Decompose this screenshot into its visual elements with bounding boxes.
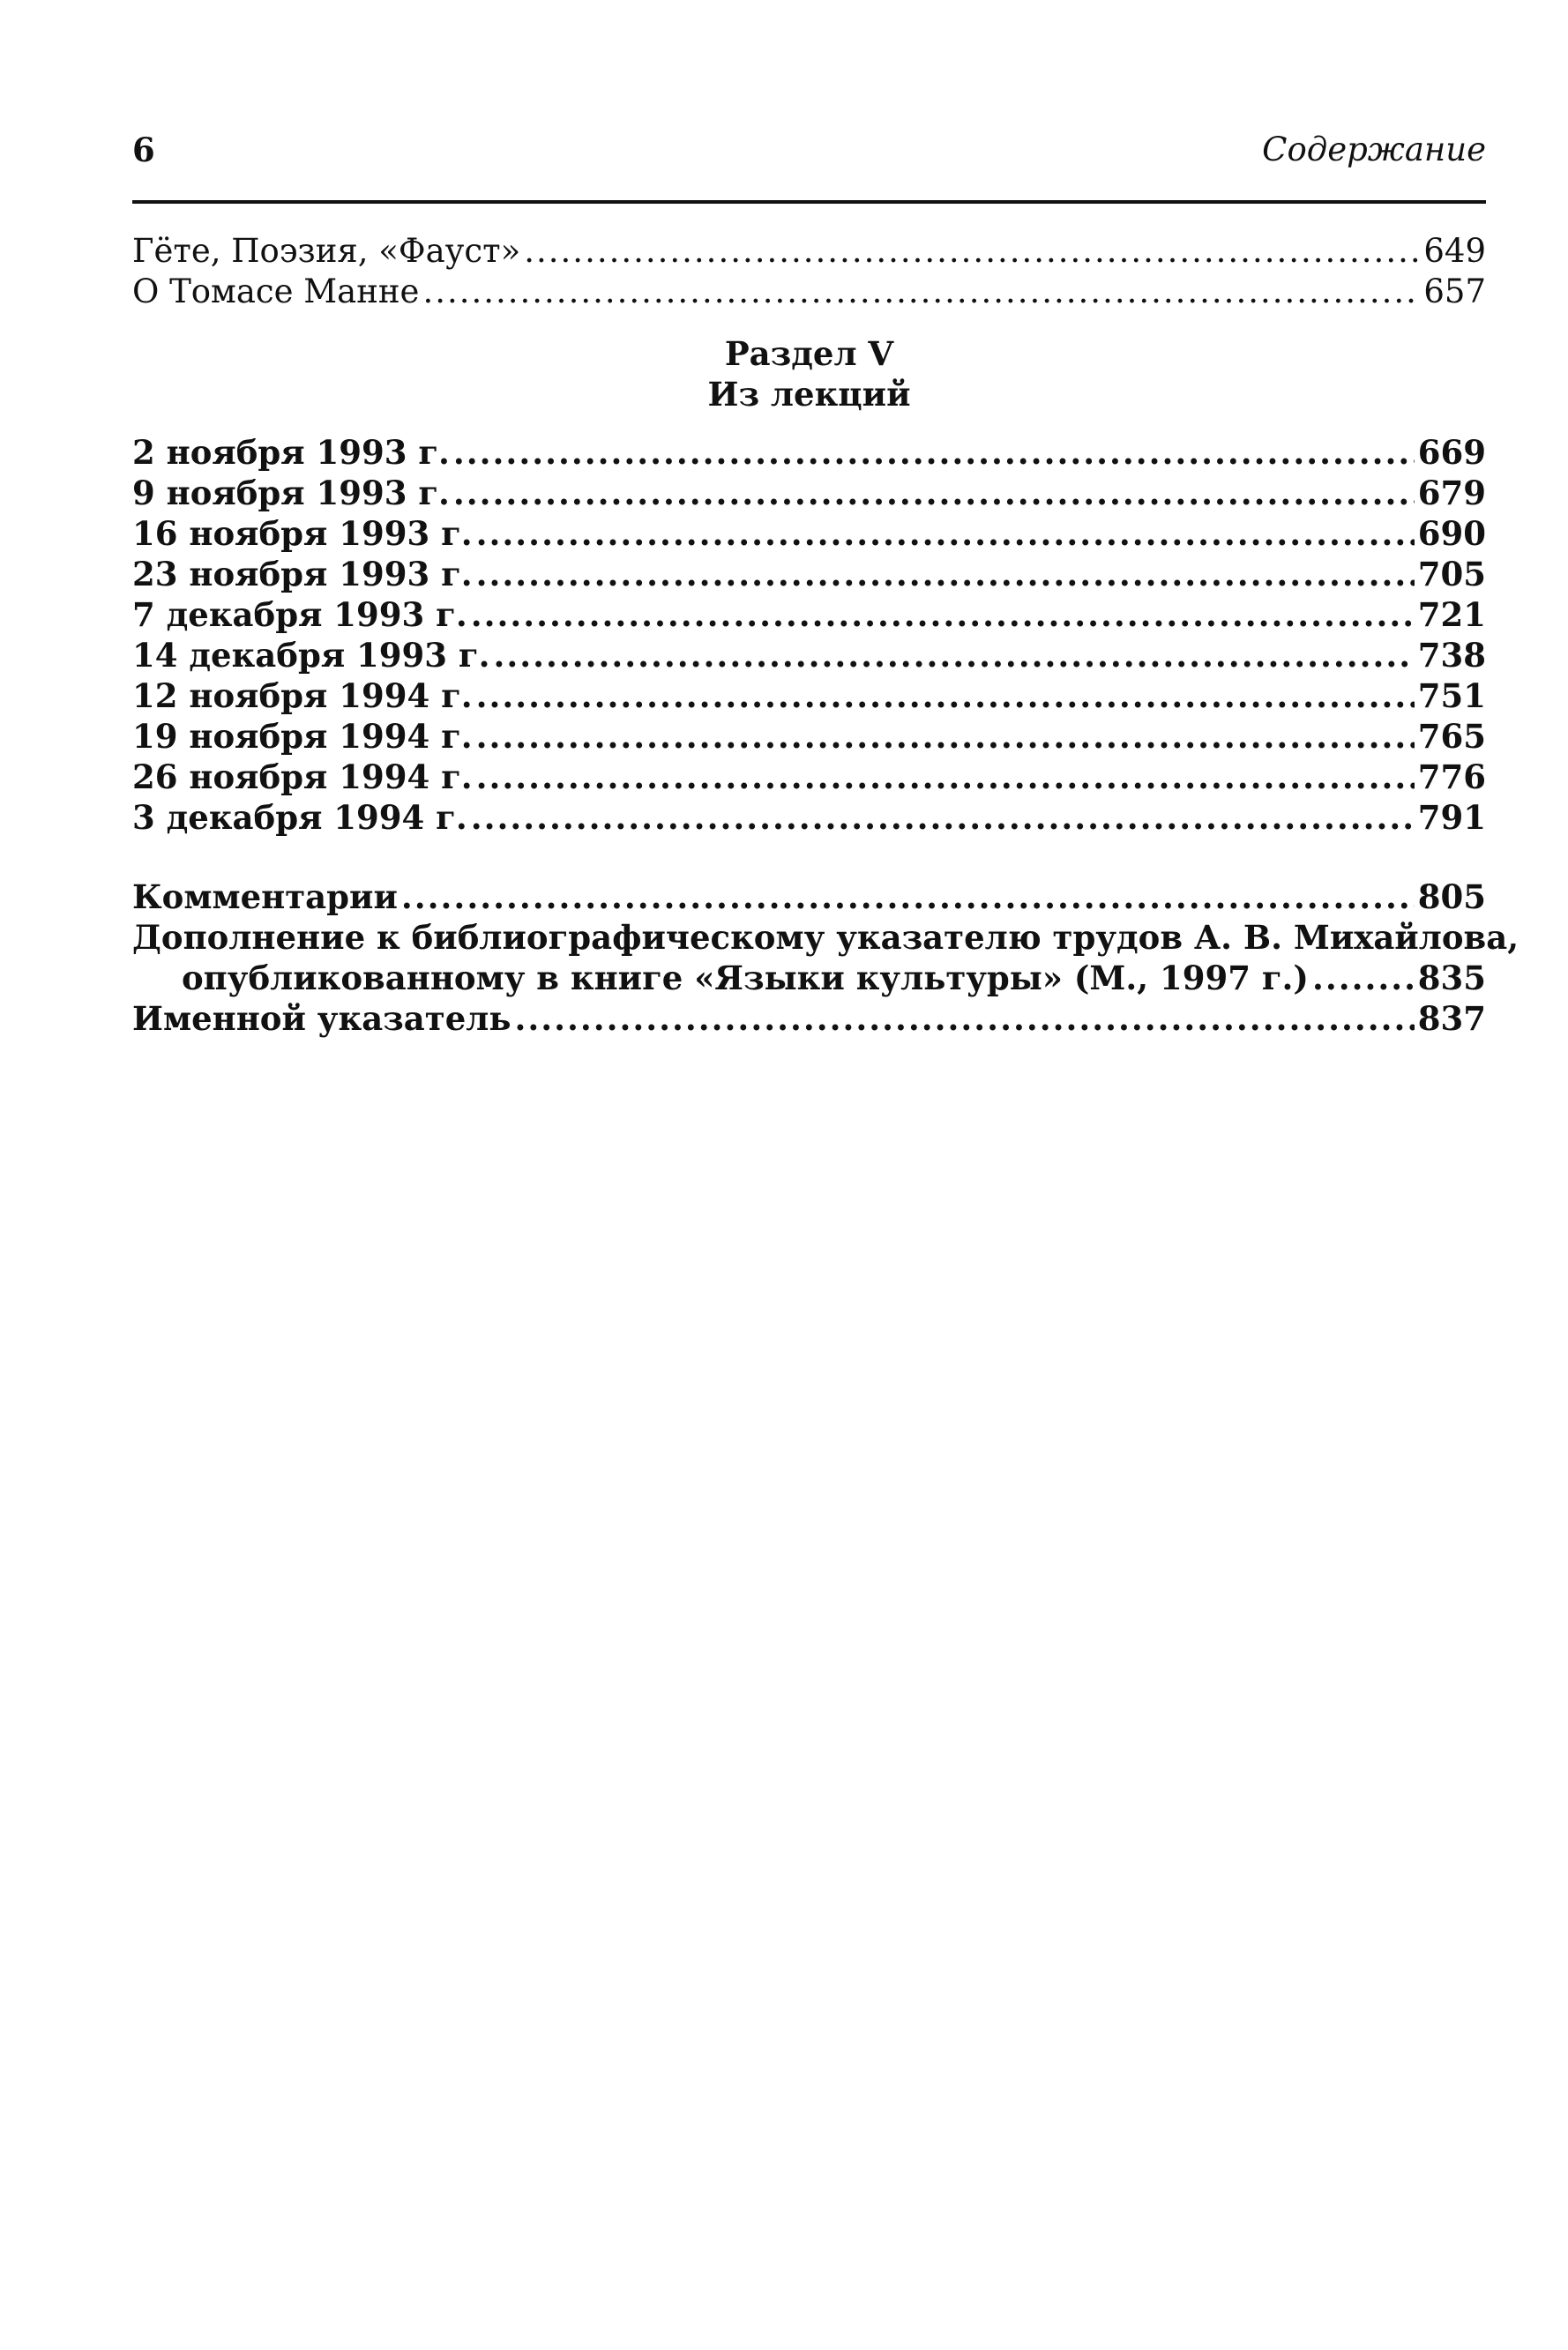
toc-entry-title: 26 ноября 1994 г. xyxy=(132,757,473,796)
toc-entry-title: 2 ноября 1993 г. xyxy=(132,433,450,472)
header-rule xyxy=(132,200,1486,204)
dot-leader xyxy=(471,594,1415,635)
toc-entry-page: 690 xyxy=(1417,514,1486,553)
running-head-title: Содержание xyxy=(1262,131,1486,168)
toc-entry xyxy=(132,716,1486,757)
dot-leader xyxy=(476,675,1415,716)
toc-entry-page: 751 xyxy=(1417,676,1486,715)
dot-leader xyxy=(476,757,1415,797)
dot-leader xyxy=(476,554,1415,594)
toc-entry-index xyxy=(132,998,1486,1039)
toc-entry xyxy=(132,757,1486,797)
toc-entry-page: 791 xyxy=(1417,798,1486,837)
toc-entry-page: 765 xyxy=(1417,717,1486,756)
toc-entry xyxy=(132,473,1486,513)
page-number: 6 xyxy=(132,131,155,169)
toc-entry xyxy=(132,272,1486,312)
dot-leader xyxy=(514,998,1414,1039)
lecture-list xyxy=(132,432,1486,838)
toc-entry-title: 14 декабря 1993 г. xyxy=(132,636,490,675)
toc-entry-comments xyxy=(132,877,1486,917)
toc-entry xyxy=(132,594,1486,635)
dot-leader xyxy=(524,231,1420,272)
dot-leader xyxy=(476,716,1415,757)
toc-entry xyxy=(132,797,1486,838)
toc-entry-page: 657 xyxy=(1423,272,1486,310)
toc-entry-title: 23 ноября 1993 г. xyxy=(132,555,473,593)
dot-leader xyxy=(422,272,1420,312)
dot-leader xyxy=(493,635,1414,675)
toc-top-list xyxy=(132,231,1486,312)
toc-entry xyxy=(132,432,1486,473)
toc-entry-page: 738 xyxy=(1417,636,1486,675)
toc-entry xyxy=(132,554,1486,594)
back-matter-list xyxy=(132,877,1519,1039)
toc-entry-page: 835 xyxy=(1417,959,1486,997)
section-subheading: Из лекций xyxy=(707,375,911,414)
toc-entry-title: 12 ноября 1994 г. xyxy=(132,676,473,715)
toc-entry xyxy=(132,231,1486,272)
dot-leader xyxy=(453,432,1415,473)
toc-entry-title: Комментарии xyxy=(132,877,398,916)
toc-entry-page: 837 xyxy=(1417,999,1486,1038)
toc-entry-title-line2-row xyxy=(132,958,1486,998)
toc-entry-title: О Томасе Манне xyxy=(132,272,420,310)
toc-entry-supplement xyxy=(132,917,1519,998)
toc-entry-page: 805 xyxy=(1417,877,1486,916)
toc-entry-page: 679 xyxy=(1417,474,1486,512)
toc-entry-title: 7 декабря 1993 г. xyxy=(132,595,467,634)
toc-entry-title: 9 ноября 1993 г. xyxy=(132,474,450,512)
dot-leader xyxy=(476,513,1415,554)
toc-entry-title: 19 ноября 1994 г. xyxy=(132,717,473,756)
toc-entry-title: 16 ноября 1993 г. xyxy=(132,514,473,553)
toc-entry-page: 776 xyxy=(1417,757,1486,796)
dot-leader xyxy=(401,877,1415,917)
toc-entry-page: 669 xyxy=(1417,433,1486,472)
running-head xyxy=(132,131,1486,183)
toc-entry-page: 705 xyxy=(1417,555,1486,593)
toc-entry-title-line1: Дополнение к библиографическому указателю трудов А. В. Михайлова, xyxy=(132,918,1519,957)
toc-entry-title: Именной указатель xyxy=(132,999,511,1038)
dot-leader xyxy=(453,473,1415,513)
toc-entry-title: 3 декабря 1994 г. xyxy=(132,798,467,837)
dot-leader xyxy=(1312,958,1415,998)
dot-leader xyxy=(471,797,1415,838)
toc-entry-title-line2: опубликованному в книге «Языки культуры» (М., 1997 г.) xyxy=(182,959,1309,997)
toc-entry-page: 649 xyxy=(1423,232,1486,270)
section-heading: Раздел V xyxy=(724,334,894,373)
toc-entry-title: Гёте, Поэзия, «Фауст» xyxy=(132,232,521,270)
toc-entry-page: 721 xyxy=(1417,595,1486,634)
toc-entry xyxy=(132,635,1486,675)
toc-entry xyxy=(132,513,1486,554)
toc-entry xyxy=(132,675,1486,716)
